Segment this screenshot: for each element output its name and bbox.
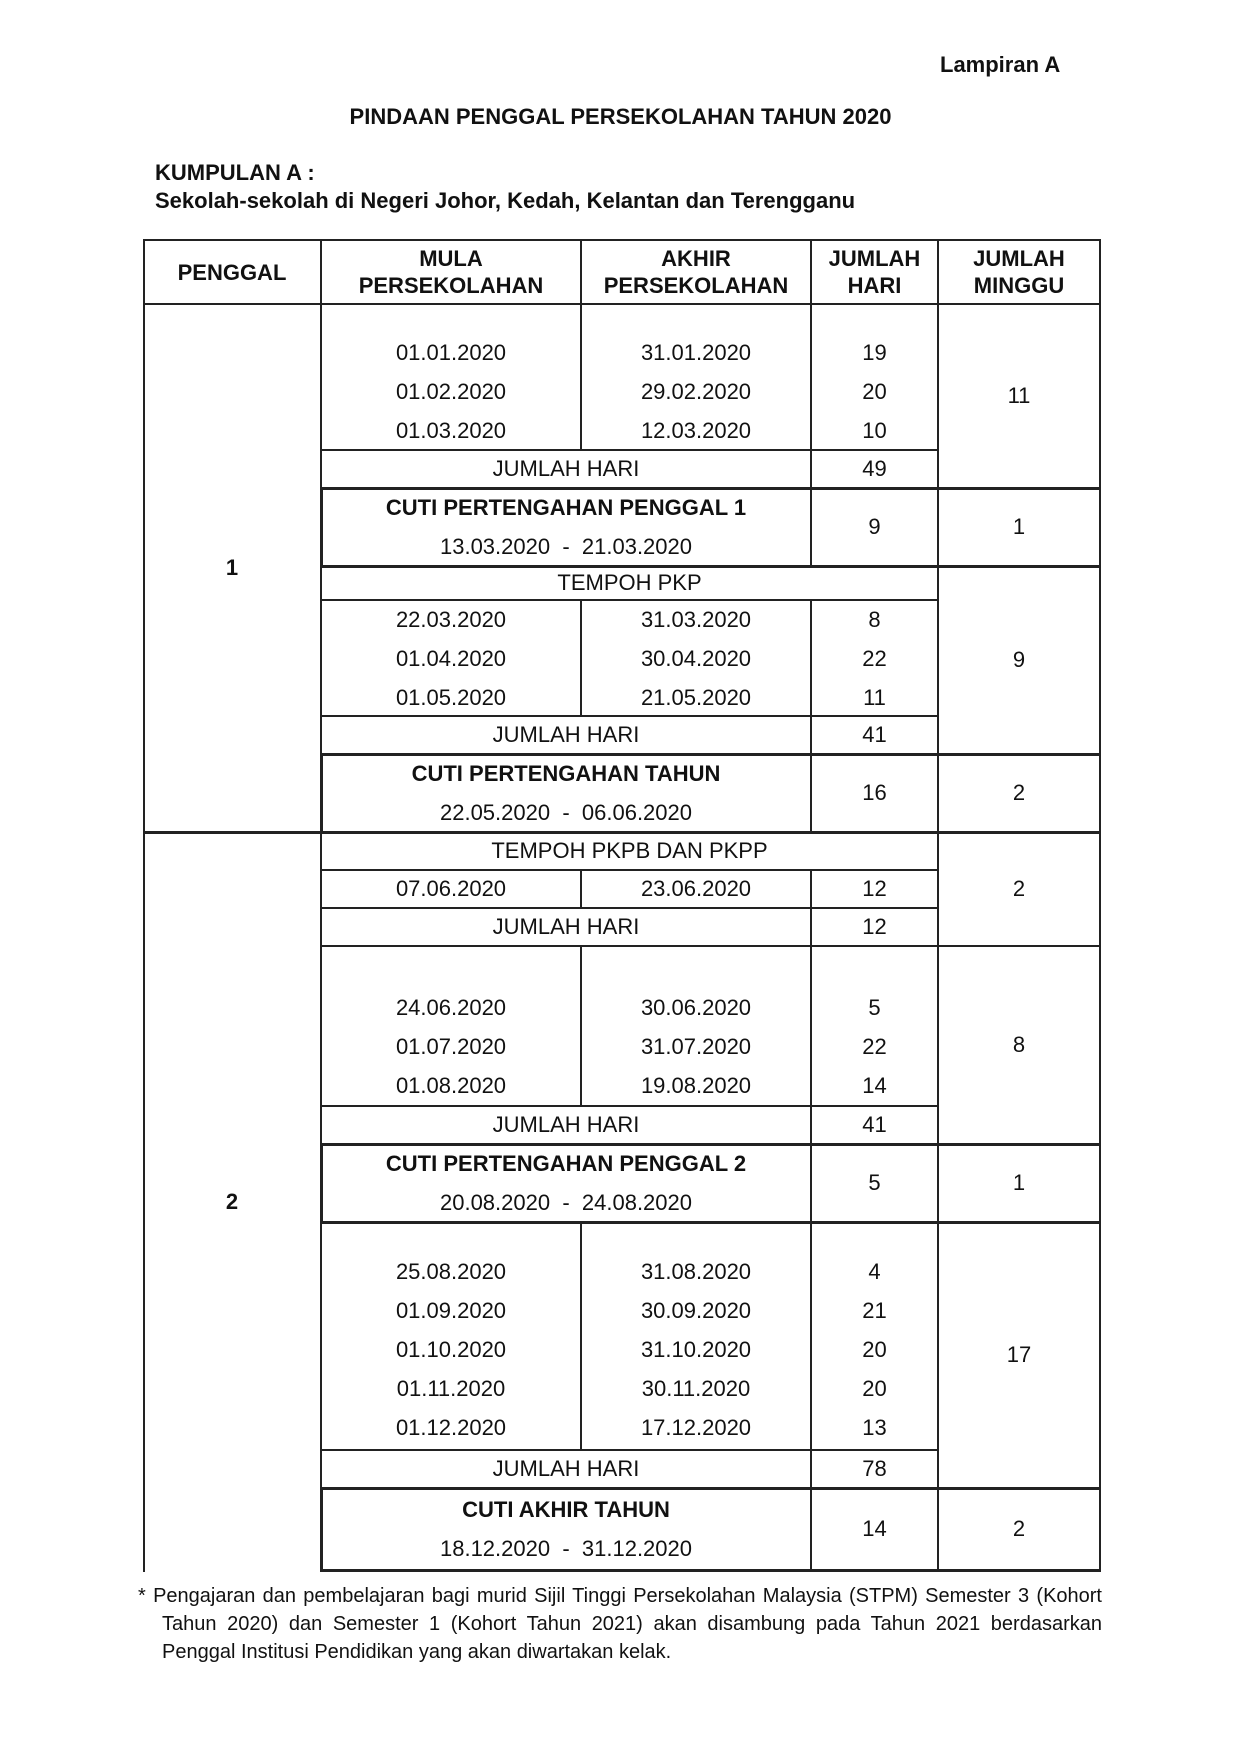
- block-4-total: 41: [862, 1112, 887, 1137]
- block-4-minggu: 8: [1012, 1032, 1026, 1057]
- header-akhir: AKHIR PERSEKOLAHAN: [603, 246, 789, 298]
- block-4-akhir: 30.06.2020 31.07.2020 19.08.2020: [640, 995, 752, 1098]
- block-5-hari: 4 21 20 20 13: [862, 1259, 887, 1440]
- table-rule: [321, 1221, 1101, 1224]
- header-jumlah-minggu: JUMLAH MINGGU: [973, 246, 1065, 298]
- block-2-total-label: JUMLAH HARI: [492, 722, 640, 747]
- holiday-2-minggu: 2: [1012, 780, 1026, 805]
- header-mula: MULA PERSEKOLAHAN: [358, 246, 544, 298]
- block-3-mula: 07.06.2020: [395, 876, 507, 901]
- table-rule: [143, 831, 1101, 834]
- table-rule: [937, 946, 939, 1144]
- table-rule: [810, 1488, 812, 1570]
- block-2-hari: 8 22 11: [862, 607, 887, 710]
- group-description: Sekolah-sekolah di Negeri Johor, Kedah, Kelantan dan Terengganu: [155, 188, 856, 213]
- table-rule: [810, 488, 812, 566]
- table-rule: [321, 449, 938, 451]
- block-2-akhir: 31.03.2020 30.04.2020 21.05.2020: [640, 607, 752, 710]
- block-3-total: 12: [862, 914, 887, 939]
- table-rule: [580, 239, 582, 304]
- block-5-total-label: JUMLAH HARI: [492, 1456, 640, 1481]
- block-2-minggu: 9: [1012, 647, 1026, 672]
- table-rule: [810, 946, 812, 1144]
- holiday-1-hari: 9: [868, 514, 881, 539]
- holiday-2-hari: 16: [862, 780, 887, 805]
- table-rule: [321, 565, 1101, 568]
- table-rule: [580, 304, 582, 450]
- block-3-akhir: 23.06.2020: [640, 876, 752, 901]
- table-rule: [321, 487, 1101, 490]
- block-3-hari: 12: [862, 876, 887, 901]
- holiday-4-cell: CUTI AKHIR TAHUN 18.12.2020 - 31.12.2020: [439, 1497, 692, 1561]
- table-rule: [320, 753, 323, 833]
- header-jumlah-hari: JUMLAH HARI: [828, 246, 921, 298]
- table-rule: [580, 1222, 582, 1450]
- tempoh-pkpb-label: TEMPOH PKPB DAN PKPP: [491, 838, 768, 863]
- table-rule: [810, 304, 812, 488]
- block-1-total: 49: [862, 456, 887, 481]
- table-rule: [321, 1105, 938, 1107]
- table-rule: [321, 599, 938, 601]
- table-rule: [321, 715, 938, 717]
- table-rule: [321, 907, 938, 909]
- table-rule: [321, 869, 938, 871]
- table-rule: [937, 832, 939, 946]
- table-rule: [320, 487, 323, 567]
- table-rule: [320, 1143, 323, 1223]
- table-rule: [810, 239, 812, 304]
- table-rule: [810, 1144, 812, 1222]
- table-rule: [321, 1569, 1101, 1572]
- table-rule: [321, 1449, 938, 1451]
- group-label: KUMPULAN A :: [155, 160, 315, 185]
- block-5-mula: 25.08.2020 01.09.2020 01.10.2020 01.11.2020 01.12.2020: [395, 1259, 507, 1440]
- block-4-mula: 24.06.2020 01.07.2020 01.08.2020: [395, 995, 507, 1098]
- holiday-1-cell: CUTI PERTENGAHAN PENGGAL 1 13.03.2020 - 21.03.2020: [385, 495, 747, 559]
- block-2-total: 41: [862, 722, 887, 747]
- table-rule: [143, 303, 1101, 305]
- table-rule: [320, 239, 322, 1572]
- table-rule: [937, 304, 939, 488]
- block-2-mula: 22.03.2020 01.04.2020 01.05.2020: [395, 607, 507, 710]
- penggal-2-cell: 2: [225, 1189, 239, 1214]
- table-border: [143, 239, 1101, 241]
- block-5-minggu: 17: [1006, 1342, 1032, 1367]
- block-5-total: 78: [862, 1456, 887, 1481]
- table-rule: [937, 1488, 939, 1570]
- holiday-4-hari: 14: [862, 1516, 887, 1541]
- table-rule: [320, 1487, 323, 1572]
- header-penggal: PENGGAL: [177, 259, 287, 285]
- table-rule: [580, 870, 582, 908]
- block-3-total-label: JUMLAH HARI: [492, 914, 640, 939]
- block-1-akhir: 31.01.2020 29.02.2020 12.03.2020: [640, 340, 752, 443]
- table-border: [1099, 239, 1101, 1572]
- block-4-hari: 5 22 14: [862, 995, 887, 1098]
- table-rule: [321, 945, 1101, 947]
- table-rule: [321, 753, 1101, 756]
- table-rule: [580, 600, 582, 716]
- table-rule: [810, 600, 812, 754]
- holiday-1-minggu: 1: [1012, 514, 1026, 539]
- block-1-total-label: JUMLAH HARI: [492, 456, 640, 481]
- block-3-minggu: 2: [1012, 876, 1026, 901]
- penggal-1-cell: 1: [225, 555, 239, 580]
- table-rule: [937, 239, 939, 304]
- table-rule: [580, 946, 582, 1106]
- holiday-4-minggu: 2: [1012, 1516, 1026, 1541]
- holiday-3-cell: CUTI PERTENGAHAN PENGGAL 2 20.08.2020 - 24.08.2020: [385, 1151, 747, 1215]
- block-5-akhir: 31.08.2020 30.09.2020 31.10.2020 30.11.2020 17.12.2020: [640, 1259, 752, 1440]
- table-rule: [810, 754, 812, 832]
- table-rule: [937, 1144, 939, 1222]
- tempoh-pkp-label: TEMPOH PKP: [557, 570, 702, 595]
- block-4-total-label: JUMLAH HARI: [492, 1112, 640, 1137]
- holiday-3-hari: 5: [868, 1170, 881, 1195]
- table-rule: [937, 566, 939, 754]
- document-title: PINDAAN PENGGAL PERSEKOLAHAN TAHUN 2020: [349, 104, 892, 129]
- holiday-2-cell: CUTI PERTENGAHAN TAHUN 22.05.2020 - 06.06.2020: [411, 761, 721, 825]
- holiday-3-minggu: 1: [1012, 1170, 1026, 1195]
- table-rule: [321, 1143, 1101, 1146]
- table-rule: [937, 754, 939, 832]
- table-rule: [321, 1487, 1101, 1490]
- table-rule: [937, 488, 939, 566]
- table-border: [143, 239, 145, 1572]
- block-1-minggu: 11: [1007, 383, 1031, 408]
- lampiran-label: Lampiran A: [940, 52, 1061, 77]
- block-1-mula: 01.01.2020 01.02.2020 01.03.2020: [395, 340, 507, 443]
- footnote: * Pengajaran dan pembelajaran bagi murid Sijil Tinggi Persekolahan Malaysia (STPM) Semester 3 (Kohort Tahun 2020) dan Semester 1 (Kohort Tahun 2021) akan disambung pada Tahun 2021 berdasarkan Penggal Institusi Pendidikan yang akan diwartakan kelak.: [138, 1585, 1102, 1663]
- block-1-hari: 19 20 10: [862, 340, 887, 443]
